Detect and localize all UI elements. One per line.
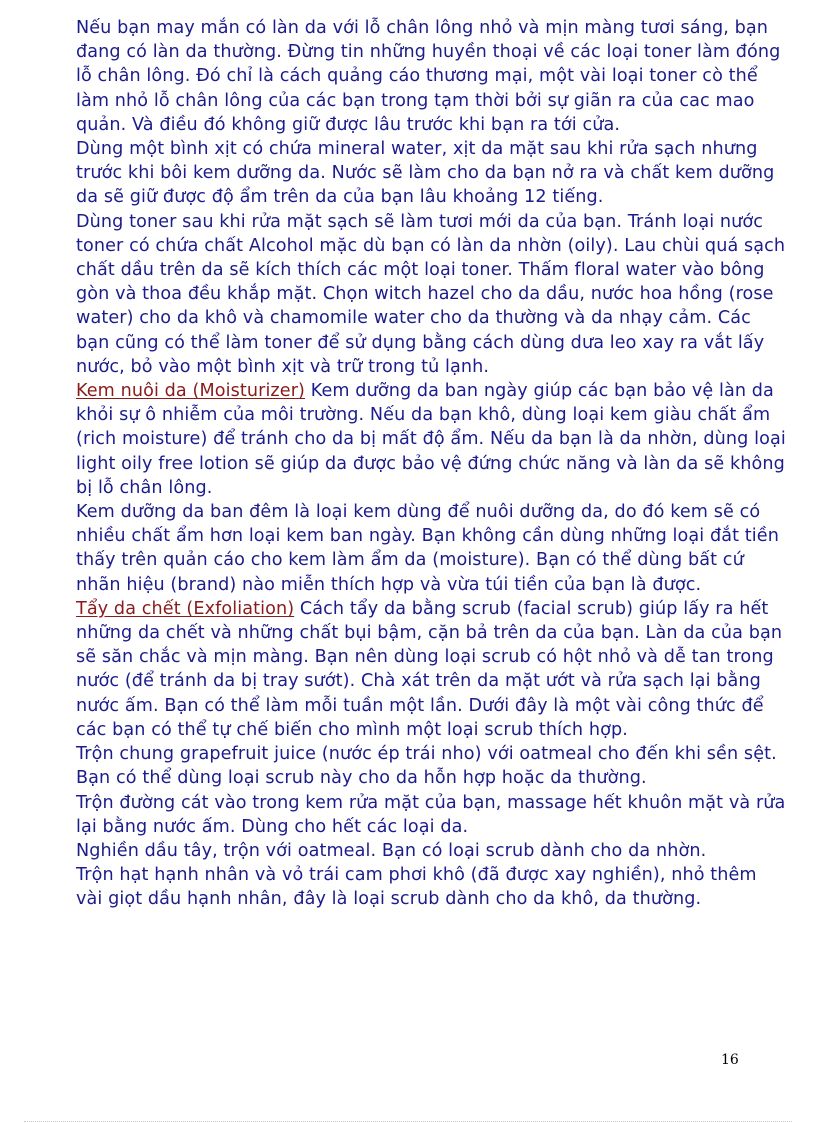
paragraph-oatmeal-scrub: Nghiền dầu tây, trộn với oatmeal. Bạn có loại scrub dành cho da nhờn. (76, 840, 707, 861)
document-body (76, 16, 786, 912)
paragraph-moisturizer-text: Kem dưỡng da ban ngày giúp các bạn bảo vệ làn da khỏi sự ô nhiễm của môi trường. Nếu da bạn khô, dùng loại kem giàu chất ẩm (rich moisture) để tránh cho da bị mất độ ẩm. Nếu da bạn là da nhờn, dùng loại light oily free lotion sẽ giúp da được bảo vệ đứng chức năng và làn da sẽ không bị lỗ chân lông. (76, 381, 786, 498)
paragraph-night-cream: Kem dưỡng da ban đêm là loại kem dùng để nuôi dưỡng da, do đó kem sẽ có nhiều chất ẩm hơn loại kem ban ngày. Bạn không cần dùng những loại đắt tiền thấy trên quản cáo cho kem làm ẩm da (moisture). Bạn có thể dùng bất cứ nhãn hiệu (brand) nào miễn thích hợp và vừa túi tiền của bạn là được. (76, 502, 779, 595)
paragraph-mineral-water: Dùng một bình xịt có chứa mineral water, xịt da mặt sau khi rửa sạch nhưng trước khi bôi kem dưỡng da. Nước sẽ làm cho da bạn nở ra và chất kem dưỡng da sẽ giữ được độ ẩm trên da của bạn lâu khoảng 12 tiếng. (76, 139, 775, 208)
page-bottom-divider (24, 1121, 792, 1122)
section-heading-exfoliation[interactable]: Tẩy da chết (Exfoliation) (76, 598, 295, 619)
paragraph-normal-skin: Nếu bạn may mắn có làn da với lỗ chân lông nhỏ và mịn màng tươi sáng, bạn đang có làn da thường. Đừng tin những huyền thoại về các loại toner làm đóng lỗ chân lông. Đó chỉ là cách quảng cáo thương mại, một vài loại toner cò thể làm nhỏ lỗ chân lông của các bạn trong tạm thời bởi sự giãn ra của cac mao quản. Và điều đó không giữ được lâu trước khi bạn ra tới cửa. (76, 18, 781, 135)
paragraph-almond-scrub: Trộn hạt hạnh nhân và vỏ trái cam phơi khô (đã được xay nghiền), nhỏ thêm vài giọt dầu hạnh nhân, đây là loại scrub dành cho da khô, da thường. (76, 865, 757, 910)
section-heading-moisturizer[interactable]: Kem nuôi da (Moisturizer) (76, 381, 305, 402)
paragraph-toner: Dùng toner sau khi rửa mặt sạch sẽ làm tươi mới da của bạn. Tránh loại nước toner có chứa chất Alcohol mặc dù bạn có làn da nhờn (oily). Lau chùi quá sạch chất dầu trên da sẽ kích thích các một loại toner. Thấm floral water vào bông gòn và thoa đều khắp mặt. Chọn witch hazel cho da dầu, nước hoa hồng (rose water) cho da khô và chamomile water cho da thường và da nhạy cảm. Các bạn cũng có thể làm toner để sử dụng bằng cách dùng dưa leo xay ra vắt lấy nước, bỏ vào một bình xịt và trữ trong tủ lạnh. (76, 211, 786, 377)
paragraph-sugar-scrub: Trộn đường cát vào trong kem rửa mặt của bạn, massage hết khuôn mặt và rửa lại bằng nước ấm. Dùng cho hết các loại da. (76, 792, 786, 837)
paragraph-exfoliation-text: Cách tẩy da bằng scrub (facial scrub) giúp lấy ra hết những da chết và những chất bụi bậm, cặn bả trên da của bạn. Làn da của bạn sẽ săn chắc và mịn màng. Bạn nên dùng loại scrub có hột nhỏ và dễ tan trong nước (để tránh da bị tray sướt). Chà xát trên da mặt ướt và rửa sạch lại bằng nước ấm. Bạn có thể làm mỗi tuần một lần. Dưới đây là một vài công thức để các bạn có thể tự chế biến cho mình một loại scrub thích hợp. (76, 598, 783, 740)
paragraph-grapefruit-scrub: Trộn chung grapefruit juice (nước ép trái nho) với oatmeal cho đến khi sền sệt. Bạn có thể dùng loại scrub này cho da hỗn hợp hoặc da thường. (76, 744, 777, 789)
paragraph-moisturizer (76, 379, 786, 500)
paragraph-exfoliation (76, 597, 786, 742)
page-number: 16 (721, 1052, 739, 1068)
